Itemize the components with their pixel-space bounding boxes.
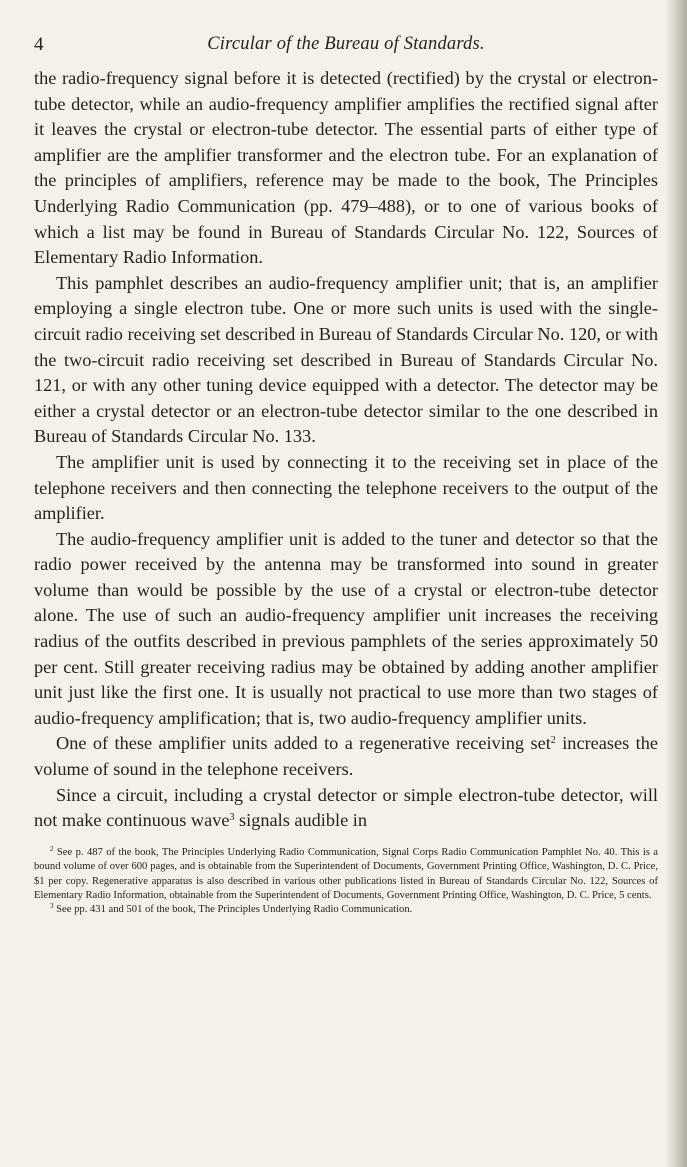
page-number: 4 [34,34,44,55]
footnotes [34,846,658,918]
paragraph-5: One of these amplifier units added to a regenerative receiving set$^2$ increases the volume of sound in the telephone receivers. [34,733,658,780]
footnote-ref-3[interactable]: 3 [229,812,235,824]
document-page [34,32,658,918]
footnote-mark: 3 [50,902,54,911]
footnote-ref-2[interactable]: 2 [550,735,556,747]
page-header [34,32,658,66]
footnote-2: $^2$ See p. 487 of the book, The Principles Underlying Radio Communication, Signal Corps Radio Communication Pamphlet No. 40. This is a bound volume of over 600 pages, and is obtainable from the Superintendent of Documents, Government Printing Office, Washington, D. C. Price, $1 per copy. Regenerative apparatus is also described in various other publications listed in Bureau of Standards Circular No. 122, Sources of Elementary Radio Information, obtainable from the Superintendent of Documents, Government Printing Office, Washington, D. C. Price, 5 cents. [34,844,658,902]
footnote-mark: 2 [50,844,54,853]
paragraph-4: The audio-frequency amplifier unit is added to the tuner and detector so that the radio power received by the antenna may be transformed into sound in greater volume than would be possible by the use of a crystal or electron-tube detector alone. The use of such an audio-frequency amplifier unit increases the receiving radius of the outfits described in previous pamphlets of the series approximately 50 per cent. Still greater receiving radius may be obtained by adding another amplifier unit just like the first one. It is usually not practical to use more than two stages of audio-frequency amplification; that is, two audio-frequency amplifier units. [34,528,658,728]
paragraph-2: This pamphlet describes an audio-frequency amplifier unit; that is, an amplifier employing a single electron tube. One or more such units is used with the single-circuit radio receiving set described in Bureau of Standards Circular No. 120, or with the two-circuit radio receiving set described in Bureau of Standards Circular No. 121, or with any other tuning device equipped with a detector. The detector may be either a crystal detector or an electron-tube detector similar to the one described in Bureau of Standards Circular No. 133. [34,272,658,447]
paragraph-3: The amplifier unit is used by connecting it to the receiving set in place of the telephone receivers and then connecting the telephone receivers to the output of the amplifier. [34,451,658,524]
paragraph-6: Since a circuit, including a crystal detector or simple electron-tube detector, will not make continuous wave$^3$ signals audible in [34,784,658,831]
page-edge-shadow [665,0,687,1167]
body-text [34,66,658,834]
paragraph-1: the radio-frequency signal before it is detected (rectified) by the crystal or electron-tube detector, while an audio-frequency amplifier amplifies the rectified signal after it leaves the crystal or electron-tube detector. The essential parts of either type of amplifier are the amplifier transformer and the electron tube. For an explanation of the principles of amplifiers, reference may be made to the book, The Principles Underlying Radio Communication (pp. 479–488), or to one of various books of which a list may be found in Bureau of Standards Circular No. 122, Sources of Elementary Radio Information. [34,68,658,268]
running-head: Circular of the Bureau of Standards. [207,34,485,54]
footnote-3: $^3$ See pp. 431 and 501 of the book, The Principles Underlying Radio Communication. [50,902,413,916]
